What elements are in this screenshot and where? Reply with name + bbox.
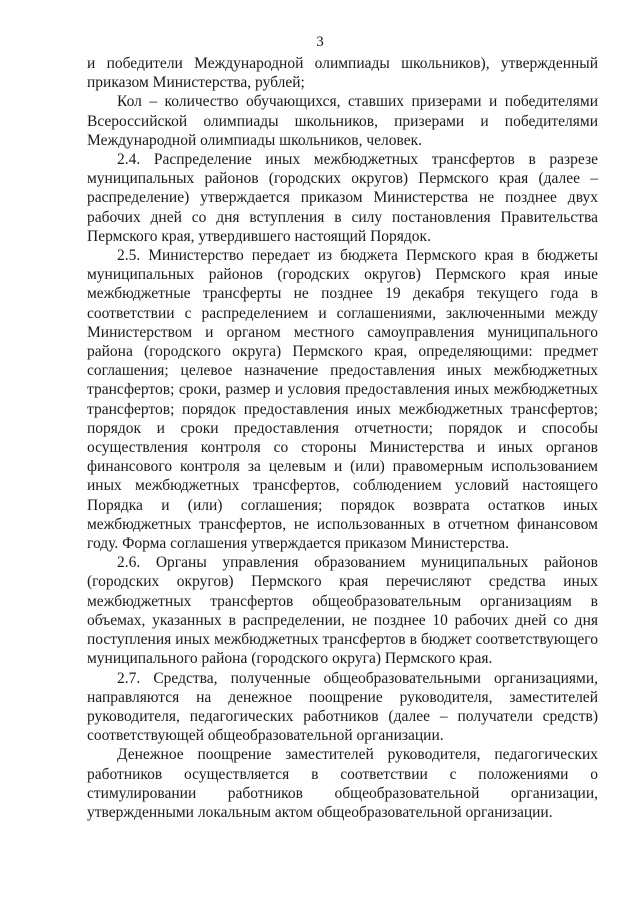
paragraph-2-5: 2.5. Министерство передает из бюджета Пермского края в бюджеты муниципальных районов (городских округов) Пермского края иные межбюджетные трансферты не позднее 19 декабря текущего года в соответствии с распределением и соглашениями, заключенными между Министерством и органом местного самоуправления муниципального района (городского округа) Пермского края, определяющими: предмет соглашения; целевое назначение предоставления иных межбюджетных трансфертов; сроки, размер и условия предоставления иных межбюджетных трансфертов; порядок предоставления иных межбюджетных трансфертов; порядок и сроки предоставления отчетности; порядок и способы осуществления контроля со стороны Министерства и иных органов финансового контроля за целевым и (или) правомерным использованием иных межбюджетных трансфертов, соблюдением условий настоящего Порядка и (или) соглашения; порядок возврата остатков иных межбюджетных трансфертов, не использованных в отчетном финансовом году. Форма соглашения утверждается приказом Министерства. (87, 247, 598, 553)
paragraph-continuation: и победители Международной олимпиады школьников), утвержденный приказом Министерства, рублей; (87, 55, 598, 92)
page-number: 3 (316, 34, 324, 50)
document-body (87, 54, 598, 822)
paragraph-2-7: 2.7. Средства, полученные общеобразовательными организациями, направляются на денежное поощрение руководителя, заместителей руководителя, педагогических работников (далее – получатели средств) соответствующей общеобразовательной организации. (87, 669, 598, 745)
paragraph-kol-definition: Кол – количество обучающихся, ставших призерами и победителями Всероссийской олимпиады школьников, призерами и победителями Международной олимпиады школьников, человек. (87, 93, 598, 149)
paragraph-2-4: 2.4. Распределение иных межбюджетных трансфертов в разрезе муниципальных районов (городских округов) Пермского края (далее – распределение) утверждается приказом Министерства не позднее двух рабочих дней со дня вступления в силу постановления Правительства Пермского края, утвердившего настоящий Порядок. (87, 151, 598, 245)
paragraph-incentive: Денежное поощрение заместителей руководителя, педагогических работников осуществляется в соответствии с положениями о стимулировании работников общеобразовательной организации, утвержденными локальным актом общеобразовательной организации. (87, 746, 598, 821)
paragraph-2-6: 2.6. Органы управления образованием муниципальных районов (городских округов) Пермского края перечисляют средства иных межбюджетных трансфертов общеобразовательным организациям в объемах, указанных в распределении, не позднее 10 рабочих дней со дня поступления иных межбюджетных трансфертов в бюджет соответствующего муниципального района (городского округа) Пермского края. (87, 554, 598, 668)
